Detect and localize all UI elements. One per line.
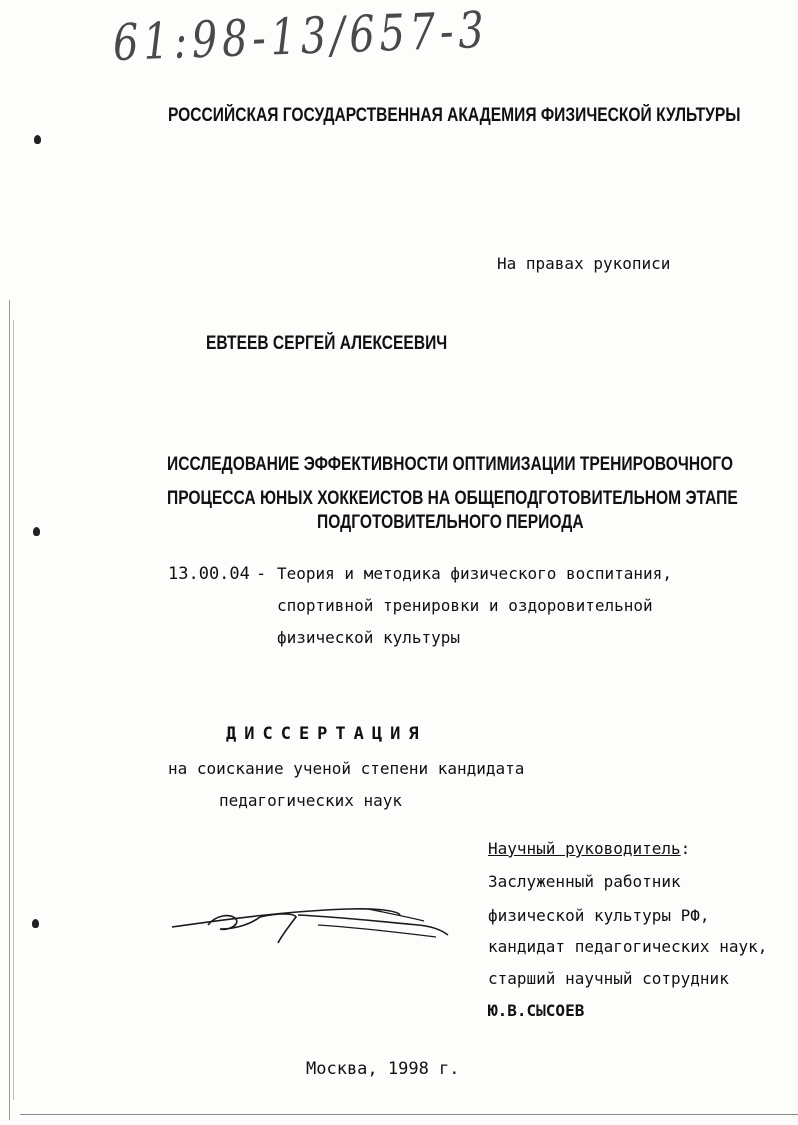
advisor-line-2: физической культуры РФ, [488,906,710,925]
signature [168,895,458,955]
title-line-3: ПОДГОТОВИТЕЛЬНОГО ПЕРИОДА [317,512,584,533]
archive-code: 61:98-13/657-3 [112,0,490,72]
punch-mark [32,919,39,928]
place-year: Москва, 1998 г. [306,1059,460,1079]
advisor-line-3: кандидат педагогических наук, [488,937,768,956]
author-name: ЕВТЕЕВ СЕРГЕЙ АЛЕКСЕЕВИЧ [206,333,448,354]
scan-bottom-line [20,1114,798,1115]
specialty-code: 13.00.04 [168,564,250,584]
degree-line-2: педагогических наук [219,791,403,810]
advisor-heading-text: Научный руководитель [488,839,681,858]
scan-edge-line [9,300,10,1120]
title-line-2: ПРОЦЕССА ЮНЫХ ХОККЕИСТОВ НА ОБЩЕПОДГОТОВИТЕЛЬНОМ ЭТАПЕ [167,488,738,509]
rights-note: На правах рукописи [497,254,671,273]
title-line-1: ИССЛЕДОВАНИЕ ЭФФЕКТИВНОСТИ ОПТИМИЗАЦИИ ТРЕНИРОВОЧНОГО [167,454,733,475]
specialty-line-1: Теория и методика физического воспитания, [277,564,672,583]
institution-name: РОССИЙСКАЯ ГОСУДАРСТВЕННАЯ АКАДЕМИЯ ФИЗИЧЕСКОЙ КУЛЬТУРЫ [168,105,741,126]
specialty-dash: - [256,564,267,584]
scan-edge-line [13,320,14,1100]
degree-line-1: на соискание ученой степени кандидата [168,759,525,778]
advisor-heading [488,839,690,859]
advisor-line-1: Заслуженный работник [488,872,681,891]
specialty-line-3: физической культуры [277,628,461,647]
work-type: ДИССЕРТАЦИЯ [226,724,427,744]
advisor-line-4: старший научный сотрудник [488,969,729,988]
specialty-line-2: спортивной тренировки и оздоровительной [277,596,653,615]
advisor-name: Ю.В.СЫСОЕВ [488,1001,585,1020]
punch-mark [34,135,41,144]
punch-mark [33,527,40,536]
advisor-heading-colon: : [680,839,691,858]
